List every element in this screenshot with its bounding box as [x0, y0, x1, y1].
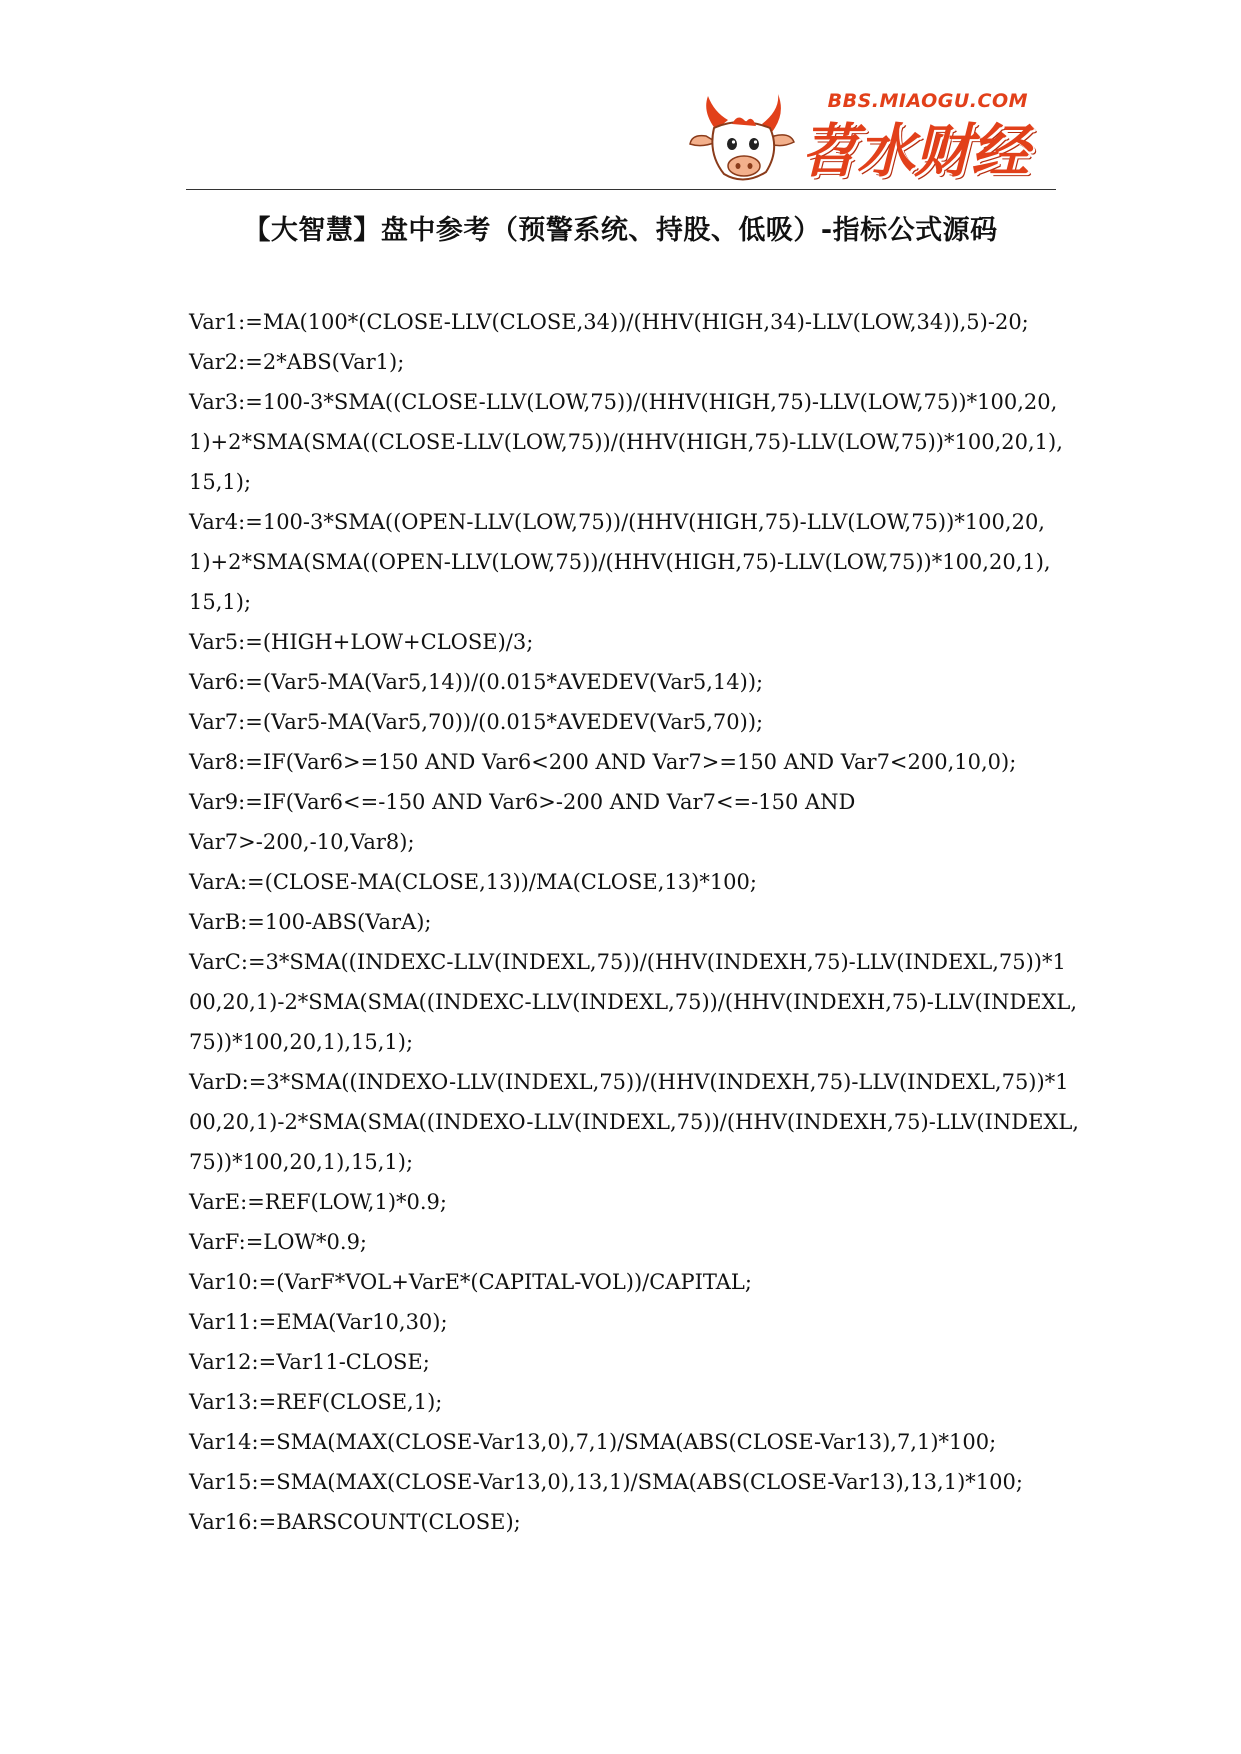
code-line: VarB:=100-ABS(VarA);	[189, 910, 432, 934]
code-line: 75))*100,20,1),15,1);	[189, 1150, 414, 1174]
code-line: Var2:=2*ABS(Var1);	[189, 350, 405, 374]
code-line: Var9:=IF(Var6<=-150 AND Var6>-200 AND Var7<=-150 AND	[189, 790, 856, 814]
code-line: Var14:=SMA(MAX(CLOSE-Var13,0),7,1)/SMA(ABS(CLOSE-Var13),7,1)*100;	[189, 1430, 997, 1454]
code-line: 75))*100,20,1),15,1);	[189, 1030, 414, 1054]
header-divider	[186, 189, 1056, 190]
code-line: Var12:=Var11-CLOSE;	[189, 1350, 430, 1374]
code-line: VarD:=3*SMA((INDEXO-LLV(INDEXL,75))/(HHV(INDEXH,75)-LLV(INDEXL,75))*1	[189, 1070, 1069, 1094]
site-logo[interactable]	[688, 90, 1028, 190]
code-line: VarC:=3*SMA((INDEXC-LLV(INDEXL,75))/(HHV(INDEXH,75)-LLV(INDEXL,75))*1	[189, 950, 1066, 974]
code-line: VarE:=REF(LOW,1)*0.9;	[189, 1190, 447, 1214]
code-line: Var7:=(Var5-MA(Var5,70))/(0.015*AVEDEV(Var5,70));	[189, 710, 764, 734]
code-line: Var1:=MA(100*(CLOSE-LLV(CLOSE,34))/(HHV(HIGH,34)-LLV(LOW,34)),5)-20;	[189, 310, 1029, 334]
code-line: 1)+2*SMA(SMA((OPEN-LLV(LOW,75))/(HHV(HIGH,75)-LLV(LOW,75))*100,20,1),	[189, 550, 1051, 574]
formula-source-code	[189, 302, 1079, 1542]
code-line: Var11:=EMA(Var10,30);	[189, 1310, 448, 1334]
code-line: Var6:=(Var5-MA(Var5,14))/(0.015*AVEDEV(Var5,14));	[189, 670, 764, 694]
code-line: VarF:=LOW*0.9;	[189, 1230, 368, 1254]
page-header	[186, 60, 1056, 190]
code-line: Var7>-200,-10,Var8);	[189, 830, 415, 854]
code-line: Var3:=100-3*SMA((CLOSE-LLV(LOW,75))/(HHV(HIGH,75)-LLV(LOW,75))*100,20,	[189, 390, 1058, 414]
code-line: 00,20,1)-2*SMA(SMA((INDEXC-LLV(INDEXL,75))/(HHV(INDEXH,75)-LLV(INDEXL,	[189, 990, 1078, 1014]
code-line: Var8:=IF(Var6>=150 AND Var6<200 AND Var7>=150 AND Var7<200,10,0);	[189, 750, 1017, 774]
logo-name-text: 苕水财经	[799, 117, 1028, 185]
code-line: 1)+2*SMA(SMA((CLOSE-LLV(LOW,75))/(HHV(HIGH,75)-LLV(LOW,75))*100,20,1),	[189, 430, 1063, 454]
document-title: 【大智慧】盘中参考（预警系统、持股、低吸）-指标公式源码	[243, 215, 998, 246]
code-line: Var4:=100-3*SMA((OPEN-LLV(LOW,75))/(HHV(HIGH,75)-LLV(LOW,75))*100,20,	[189, 510, 1045, 534]
code-line: Var15:=SMA(MAX(CLOSE-Var13,0),13,1)/SMA(ABS(CLOSE-Var13),13,1)*100;	[189, 1470, 1023, 1494]
code-line: VarA:=(CLOSE-MA(CLOSE,13))/MA(CLOSE,13)*100;	[189, 870, 757, 894]
code-line: 15,1);	[189, 470, 252, 494]
code-line: 15,1);	[189, 590, 252, 614]
code-line: Var13:=REF(CLOSE,1);	[189, 1390, 443, 1414]
code-line: 00,20,1)-2*SMA(SMA((INDEXO-LLV(INDEXL,75))/(HHV(INDEXH,75)-LLV(INDEXL,	[189, 1110, 1079, 1134]
logo-url-text: BBS.MIAOGU.COM	[827, 90, 1028, 112]
bull-mascot-icon	[688, 90, 798, 190]
code-line: Var16:=BARSCOUNT(CLOSE);	[189, 1510, 521, 1534]
code-line: Var5:=(HIGH+LOW+CLOSE)/3;	[189, 630, 534, 654]
code-line: Var10:=(VarF*VOL+VarE*(CAPITAL-VOL))/CAPITAL;	[189, 1270, 752, 1294]
